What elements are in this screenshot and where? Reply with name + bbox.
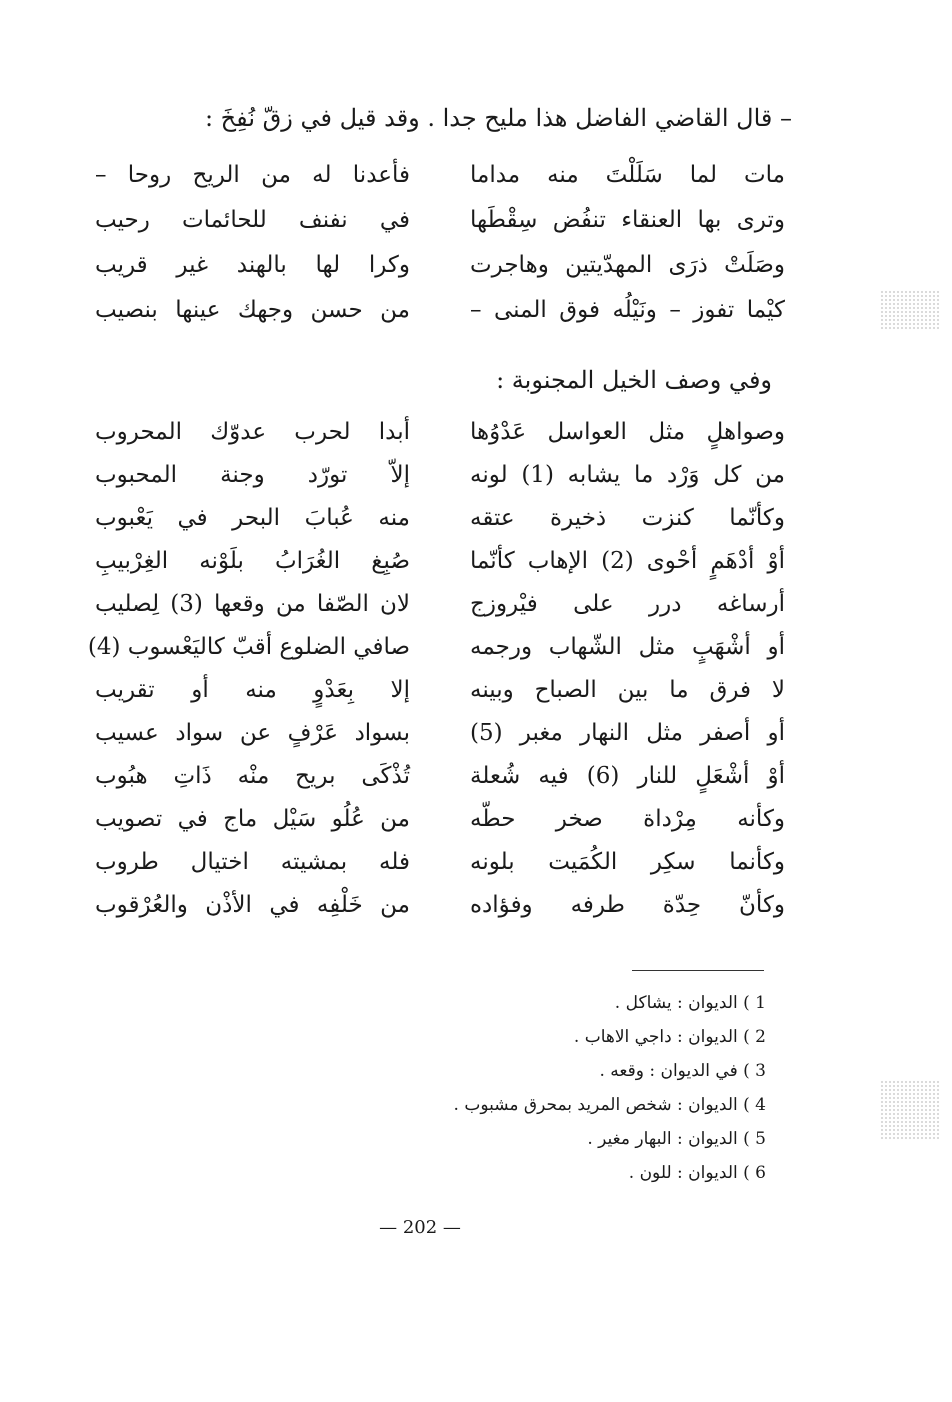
section-subheading: وفي وصف الخيل المجنوبة :	[496, 366, 772, 394]
hemistich-left: تُذْكَى بريح منْه ذَاتِ هبُوب	[95, 762, 410, 789]
hemistich-right: من كل وَرْد ما يشابه (1) لونه	[470, 461, 786, 488]
couplet	[95, 287, 785, 332]
hemistich-right: أو أصفر مثل النهار مغبر (5)	[470, 719, 785, 746]
hemistich-right: وكأنما سكِر الكُمَيت بلونه	[470, 848, 785, 875]
hemistich-left: من عُلُو سَيْل ماج في تصويب	[95, 805, 410, 832]
scan-speckle	[880, 1080, 940, 1140]
hemistich-left: بسواد عَرْفٍ عن سواد عسيب	[95, 719, 410, 746]
hemistich-right: وترى بها العنقاء تنفُض سِقْطَها	[470, 206, 785, 233]
hemistich-left: لان الصّفا من وقعها (3) لِصليب	[95, 590, 410, 617]
hemistich-left: منه عُبابَ البحر في يَعْبوب	[95, 504, 410, 531]
footnote: 1 ) الديوان : يشاكل .	[614, 993, 766, 1013]
footnote: 2 ) الديوان : داجي الاهاب .	[573, 1027, 766, 1047]
intro-line: – قال القاضي الفاضل هذا مليح جدا . وقد قيل في زقّ نُفِخَ :	[204, 104, 792, 132]
couplet	[95, 410, 785, 453]
page-number: — 202 —	[379, 1217, 461, 1238]
couplet	[95, 496, 785, 539]
couplet	[95, 668, 785, 711]
hemistich-right: وصواهلٍ مثل العواسل عَدْوُها	[470, 418, 785, 445]
couplet	[95, 754, 785, 797]
hemistich-left: في نفنف للحائمات رحيب	[95, 206, 410, 233]
hemistich-left: فله بمشيته اختيال طروب	[95, 848, 410, 875]
hemistich-left: صُبِغ الغُرَابُ بلَوْنه الغِرْبيبِ	[95, 547, 410, 574]
couplet	[95, 840, 785, 883]
hemistich-right: أرساغه درر على فيْروزج	[470, 590, 785, 617]
couplet	[87, 625, 785, 668]
couplet	[95, 242, 785, 287]
hemistich-left: من خَلْفِه في الأذْن والعُرْقوب	[95, 891, 410, 918]
hemistich-right: كيْما تفوز – ونَيْلُه فوق المنى –	[470, 296, 785, 323]
hemistich-right: وكأنه مِرْداة صخر حطّه	[470, 805, 785, 832]
poem-block-1	[95, 152, 785, 332]
hemistich-right: لا فرق ما بين الصباح وبينه	[470, 676, 785, 703]
couplet	[95, 197, 785, 242]
hemistich-left: إلا بِعَدْوٍ منه أو تقريب	[95, 676, 410, 703]
couplet	[95, 711, 785, 754]
hemistich-right: أوْ أشْعَلٍ للنار (6) فيه شُعلة	[470, 762, 785, 789]
hemistich-right: أوْ أدْهَمٍ أحْوى (2) الإهاب كأنّما	[470, 547, 785, 574]
footnote: 4 ) الديوان : شخص المريد بمحرق مشبوب .	[453, 1095, 766, 1115]
footnote: 6 ) الديوان : للون .	[628, 1163, 766, 1183]
hemistich-right: وكأنّ حِدّة طرفه وفؤاده	[470, 891, 785, 918]
hemistich-left: صافي الضلوع أقبّ كاليَعْسوب (4)	[87, 633, 410, 660]
hemistich-left: أبدا لحرب عدوّك المحروب	[95, 418, 410, 445]
footnote: 3 ) في الديوان : وقعه .	[599, 1061, 766, 1081]
hemistich-right: مات لما سَلَلْتَ منه مداما	[470, 161, 785, 188]
hemistich-right: وكأنّما كنزت ذخيرة عتقه	[470, 504, 785, 531]
couplet	[95, 539, 785, 582]
hemistich-left: وكرا لها بالهند غير قريب	[95, 251, 410, 278]
poem-block-2	[87, 410, 786, 926]
footnote-separator	[632, 970, 764, 971]
hemistich-right: أو أشْهَبٍ مثل الشّهاب ورجمه	[470, 633, 785, 660]
footnotes	[266, 986, 766, 1190]
hemistich-left: من حسن وجهك عينها بنصيب	[95, 296, 410, 323]
scan-speckle	[880, 290, 940, 330]
couplet	[95, 453, 785, 496]
couplet	[95, 797, 785, 840]
hemistich-left: إلاّ تورّد وجنة المحبوب	[95, 461, 410, 488]
couplet	[95, 883, 785, 926]
couplet	[95, 582, 785, 625]
hemistich-right: وصَلَتْ ذرَى المهدّيتين وهاجرت	[470, 251, 785, 278]
hemistich-left: فأعدنا له من الريح روحا –	[95, 161, 410, 188]
footnote: 5 ) الديوان : البهار مغير .	[587, 1129, 766, 1149]
couplet	[95, 152, 785, 197]
